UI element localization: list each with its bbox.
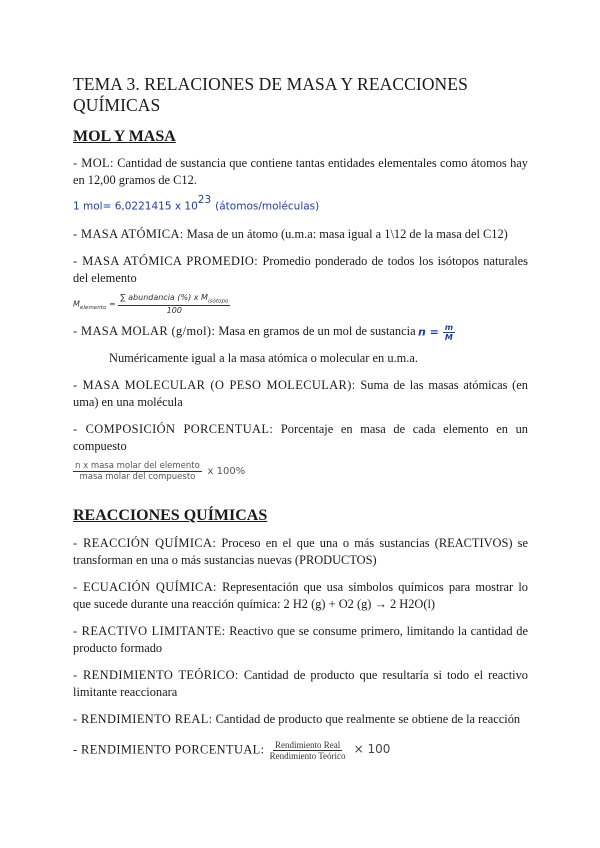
formula-M: M (444, 332, 453, 342)
definition-composicion (73, 421, 528, 455)
masa-molar-line (73, 323, 528, 340)
text-mol: Cantidad de sustancia que contiene tantas entidades elementales como átomos hay en 12,00 gramos de C12. (73, 156, 528, 187)
formula-porcentual-mult: × 100 (353, 742, 391, 757)
term-ecuacion: - ECUACIÓN QUÍMICA: (73, 579, 217, 594)
definition-masa-molecular (73, 377, 528, 411)
formula-promedio-den: 100 (166, 305, 182, 315)
term-composicion: - COMPOSICIÓN PORCENTUAL: (73, 421, 274, 436)
definition-real (73, 711, 528, 728)
formula-masa-promedio (73, 293, 528, 315)
term-real: - RENDIMIENTO REAL: (73, 711, 213, 726)
term-masa-atomica: - MASA ATÓMICA: (73, 227, 184, 242)
definition-reaccion (73, 535, 528, 569)
definition-porcentual (73, 740, 528, 761)
text-reaccion: Proceso en el que una o más sustancias (REACTIVOS) se transforman en una o más sustancias nuevas (PRODUCTOS) (73, 535, 528, 567)
formula-n: n = (418, 325, 439, 339)
term-masa-molar: - MASA MOLAR (g/mol): (73, 323, 216, 338)
text-limitante: Reactivo que se consume primero, limitando la cantidad de producto formado (73, 623, 528, 655)
formula-avogadro-exp: 23 (197, 194, 212, 206)
page-title: TEMA 3. RELACIONES DE MASA Y REACCIONES QUÍMICAS (73, 74, 468, 115)
formula-porcentual-den: Rendimiento Teórico (269, 750, 346, 761)
formula-porcentual-fraction (268, 740, 348, 761)
formula-promedio-eq: = (108, 299, 116, 309)
formula-composicion-den: masa molar del compuesto (79, 471, 196, 482)
text-masa-atomica-promedio: Promedio ponderado de todos los isótopos naturales del elemento (73, 254, 529, 286)
formula-avogadro (73, 194, 528, 214)
formula-composicion-num: n x masa molar del elemento (75, 460, 200, 471)
formula-promedio-lhs: M (73, 299, 80, 309)
definition-mol (73, 155, 528, 189)
text-masa-atomica: Masa de un átomo (u.m.a: masa igual a 1\12 de la masa del C12) (186, 227, 508, 242)
term-teorico: - RENDIMIENTO TEÓRICO: (73, 667, 239, 682)
term-reaccion: - REACCIÓN QUÍMICA: (73, 535, 217, 550)
text-real: Cantidad de producto que realmente se obtiene de la reacción (215, 711, 521, 726)
text-teorico: Cantidad de producto que resultaría si todo el reactivo limitante reaccionara (73, 667, 528, 699)
formula-m: m (444, 322, 454, 332)
formula-avogadro-lhs: 1 mol= 6,0221415 x 10 (73, 200, 198, 213)
formula-composicion-mult: x 100% (207, 465, 246, 477)
formula-promedio-lhs-sub: elemento (79, 305, 107, 312)
formula-n-m-over-M (418, 323, 455, 342)
text-ecuacion: Representación que usa símbolos químicos para mostrar lo que sucede durante una reacción química: 2 H2 (g) + O2 (g) → 2 H2O(l) (73, 579, 528, 611)
definition-masa-atomica-promedio (73, 253, 528, 287)
text-masa-molecular: Suma de las masas atómicas (en uma) en una molécula (73, 377, 528, 409)
definition-ecuacion (73, 579, 528, 613)
term-masa-molecular: - MASA MOLECULAR (O PESO MOLECULAR): (73, 377, 356, 392)
section-heading-mol-masa: MOL Y MASA (73, 128, 176, 145)
formula-porcentual-num: Rendimiento Real (274, 739, 341, 750)
definition-limitante (73, 623, 528, 657)
term-mol: - MOL: (73, 156, 114, 170)
formula-composicion (73, 461, 528, 482)
formula-promedio-fraction (118, 293, 230, 315)
text-composicion: Porcentaje en masa de cada elemento en un compuesto (73, 421, 528, 453)
text-masa-molar: Masa en gramos de un mol de sustancia (218, 323, 416, 338)
definition-masa-atomica (73, 226, 528, 243)
masa-molar-note: Numéricamente igual a la masa atómica o molecular en u.m.a. (109, 350, 418, 365)
definition-masa-molar (73, 323, 528, 367)
document-page (73, 74, 528, 761)
term-porcentual: - RENDIMIENTO PORCENTUAL: (73, 742, 265, 757)
formula-promedio-num-sub: isótopo (207, 298, 229, 305)
section-heading-reacciones: REACCIONES QUÍMICAS (73, 506, 268, 524)
term-masa-atomica-promedio: - MASA ATÓMICA PROMEDIO: (73, 254, 259, 269)
definition-teorico (73, 667, 528, 701)
term-limitante: - REACTIVO LIMITANTE: (73, 623, 226, 638)
formula-promedio-num: ∑ abundancia (%) x M (120, 293, 208, 303)
formula-avogadro-rhs: (átomos/moléculas) (215, 200, 320, 213)
